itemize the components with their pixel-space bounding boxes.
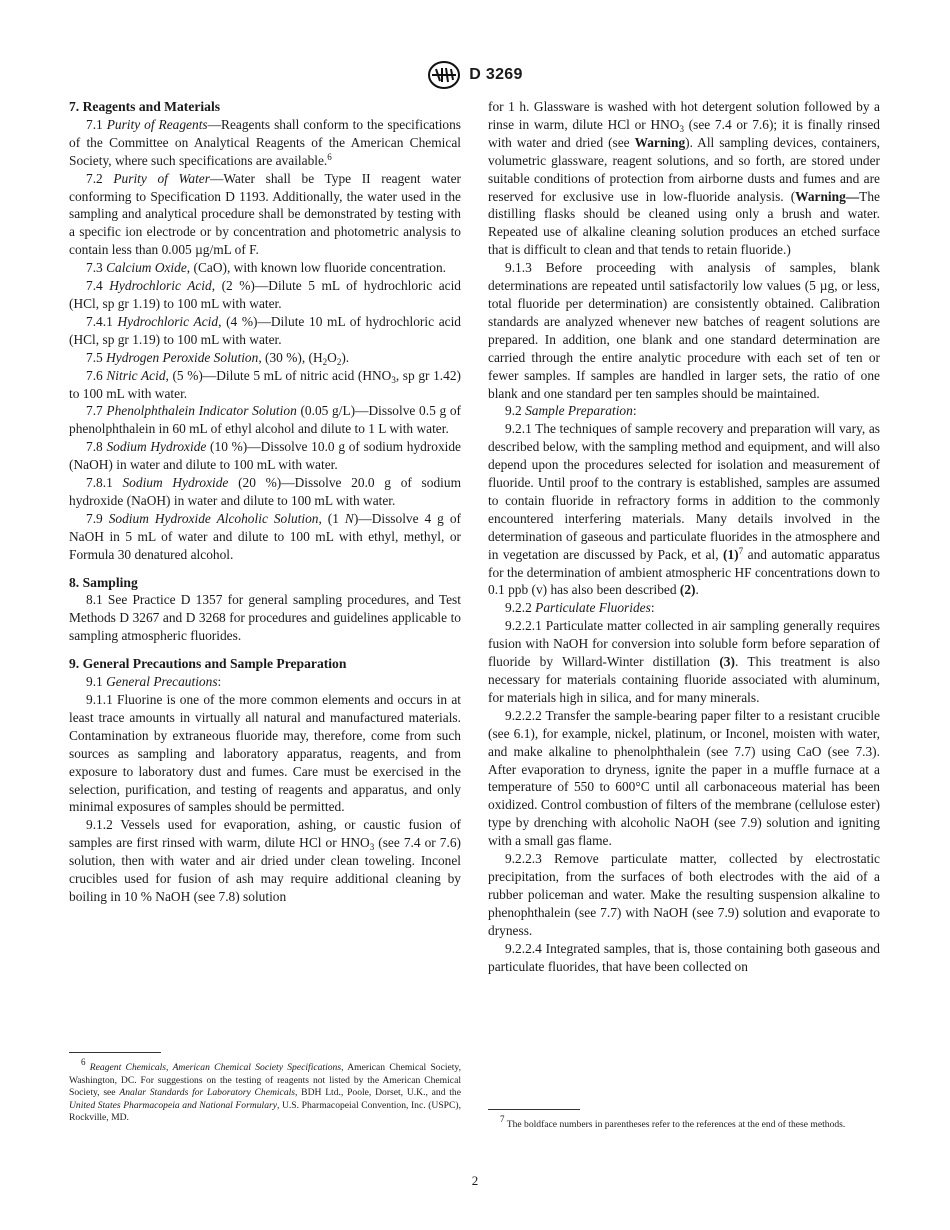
para-7-4: 7.4 Hydrochloric Acid, (2 %)—Dilute 5 mL of hydrochloric acid (HCl, sp gr 1.19) to 100 mL with water. xyxy=(69,278,462,311)
para-9-1-2: 9.1.2 Vessels used for evaporation, ashing, or caustic fusion of samples are first rinsed with warm, dilute HCl or $HNO_3$ (see 7.4 or 7.6) solution, then with water and air dried under clean toweling. Inconel crucibles used for fusion of ash may require additional cleaning by boiling in 10 % NaOH (see 7.8) solution xyxy=(69,817,461,904)
footnote-rule-right xyxy=(488,1109,580,1110)
page-number: 2 xyxy=(471,1173,479,1188)
left-column xyxy=(69,98,461,906)
para-7-8: 7.8 Sodium Hydroxide (10 %)—Dissolve 10.0 g of sodium hydroxide (NaOH) in water and dilute to 100 mL with water. xyxy=(69,439,462,473)
section-7-heading: 7. Reagents and Materials xyxy=(69,99,221,114)
para-9-1-1: 9.1.1 Fluorine is one of the more common elements and occurs in at least trace amounts in virtually all natural and manufactured materials. Contamination by extraneous fluoride may, therefore, come from such sources as sampling and laboratory apparatus, reagents, and from exposure to laboratory dust and fumes. Care must be exercised in the selection, purification, and testing of reagents and apparatus, and only minimal exposures of samples should be permitted. xyxy=(69,692,461,815)
para-7-9: 7.9 Sodium Hydroxide Alcoholic Solution, (1 N)—Dissolve 4 g of NaOH in 5 mL of water and dilute to 100 mL with ethyl, methyl, or Formula 30 denatured alcohol. xyxy=(69,510,461,562)
para-9-2-2-1: 9.2.2.1 Particulate matter collected in air sampling generally requires fusion with NaOH for conversion into soluble form before separation of fluoride by Willard-Winter distillation (3). This treatment is also necessary for materials containing fluoride associated with aluminum, for materials high in silica, and for many minerals. xyxy=(488,618,880,705)
footnote-6: $^6$ Reagent Chemicals, American Chemical Society Specifications, American Chemical Society, Washington, DC. For suggestions on the testing of reagents not listed by the American Chemical Society, see Analar Standards for Laboratory Chemicals, BDH Ltd., Poole, Dorset, U.K., and the United States Pharmacopeia and National Formulary, U.S. Pharmacopeial Convention, Inc. (USPC), Rockville, MD. xyxy=(69,1057,461,1124)
para-9-2-1: 9.2.1 The techniques of sample recovery and preparation will vary, as described below, with the sampling method and equipment, and will also depend upon the procedures selected for isolation and measurement of fluoride. Until proof to the contrary is established, samples are assumed to contain fluoride in refractory forms in addition to the commonly encountered interfering materials. Many details involved in the determination of gaseous and particulate fluorides in the atmosphere and in vegetation are discussed by Pack, et al, $(1)^7$ and automatic apparatus for the determination of ambient atmospheric HF concentrations down to 0.1 ppb (v) has also been described (2). xyxy=(488,421,880,598)
para-9-2-2: 9.2.2 Particulate Fluorides: xyxy=(505,600,655,616)
footnote-rule-left xyxy=(69,1052,161,1053)
standard-designation: D 3269 xyxy=(469,66,523,83)
para-7-8-1: 7.8.1 Sodium Hydroxide (20 %)—Dissolve 20.0 g of sodium hydroxide (NaOH) in water and dilute to 100 mL with water. xyxy=(69,475,461,508)
para-7-1: 7.1 Purity of Reagents—Reagents shall conform to the specifications of the Committee on Analytical Reagents of the American Chemical Society, where such specifications are available.$^6$ xyxy=(69,116,462,168)
para-9-1-2-continued: for 1 h. Glassware is washed with hot detergent solution followed by a rinse in warm, dilute HCl or $HNO_3$ (see 7.4 or 7.6); it is finally rinsed with water and dried (see Warning). All sampling devices, containers, volumetric glassware, reagent solutions, and so forth, are stored under suitable conditions of protection from airborne dusts and fumes and are reserved for exclusive use in low-fluoride analysis. (Warning—The distilling flasks should be cleaned using only a brush and water. Repeated use of alkaline cleaning solution produces an etched surface that is difficult to clean and that tends to retain fluoride.) xyxy=(488,99,881,258)
para-7-3: 7.3 Calcium Oxide, (CaO), with known low fluoride concentration. xyxy=(86,260,446,276)
para-7-6: 7.6 Nitric Acid, (5 %)—Dilute 5 mL of nitric acid ($HNO_3$, sp gr 1.42) to 100 mL with water. xyxy=(69,367,461,401)
section-9-heading: 9. General Precautions and Sample Preparation xyxy=(69,656,347,672)
para-9-1-3: 9.1.3 Before proceeding with analysis of samples, blank determinations are repeated until satisfactorily low values (5 µg, or less, total fluoride per determination) are consistently obtained. Calibration standards are analyzed whenever new batches of reagent solutions are prepared. In addition, one blank and one standard determination are carried through the entire analytic procedure with each set of ten or fewer samples. If samples are handled in larger sets, the ratio of one blank and one standard per ten samples should be maintained. xyxy=(488,260,880,401)
para-7-2: 7.2 Purity of Water—Water shall be Type II reagent water conforming to Specification D 1193. Additionally, the water used in the sampling and analytical procedure shall be demonstrated by testing with a specific ion electrode or by concentration and photometric analysis to contain less than 0.005 µg/mL of F. xyxy=(69,170,461,258)
para-7-5: 7.5 Hydrogen Peroxide Solution, (30 %), $(H_2O_2)$. xyxy=(86,349,350,367)
page-header xyxy=(0,60,950,90)
footnote-ref-7: 7 xyxy=(738,545,744,556)
para-9-2-2-3: 9.2.2.3 Remove particulate matter, collected by electrostatic precipitation, from the surfaces of both electrodes with the aid of a rubber policeman and water. Make the resulting suspension alkaline to phenophthalein (see 7.7) with NaOH (see 7.9) solution and evaporate to dryness. xyxy=(488,851,880,938)
footnote-7: $^7$ The boldface numbers in parentheses refer to the references at the end of these methods. xyxy=(500,1114,846,1130)
para-9-1: 9.1 General Precautions: xyxy=(86,674,222,690)
para-9-2: 9.2 Sample Preparation: xyxy=(505,403,637,419)
para-8-1: 8.1 See Practice D 1357 for general sampling procedures, and Test Methods D 3267 and D 3268 for procedures and guidelines applicable to sampling atmospheric fluorides. xyxy=(69,592,461,644)
footnote-ref-6: 6 xyxy=(327,151,332,162)
section-8-heading: 8. Sampling xyxy=(69,574,138,590)
para-7-4-1: 7.4.1 Hydrochloric Acid, (4 %)—Dilute 10 mL of hydrochloric acid (HCl, sp gr 1.19) to 100 mL with water. xyxy=(69,313,461,347)
para-9-2-2-4: 9.2.2.4 Integrated samples, that is, those containing both gaseous and particulate fluorides, that have been collected on xyxy=(488,940,880,974)
para-9-2-2-2: 9.2.2.2 Transfer the sample-bearing paper filter to a resistant crucible (see 6.1), for example, nickel, platinum, or Inconel, moisten with water, and make alkaline to phenolphthalein (see 7.7) using CaO (see 7.3). After evaporation to dryness, ignite the paper in a muffle furnace at a temperature of 550 to 600°C until all carbonaceous material has been oxidized. Control combustion of filters of the membrane (cellulose ester) type by drenching with alcoholic NaOH (see 7.9) solution and igniting with a small gas flame. xyxy=(488,707,880,849)
astm-logo-icon xyxy=(427,60,461,90)
right-column xyxy=(488,98,880,975)
para-7-7: 7.7 Phenolphthalein Indicator Solution (0.05 g/L)—Dissolve 0.5 g of phenolphthalein in 60 mL of ethyl alcohol and dilute to 1 L with water. xyxy=(69,403,461,437)
